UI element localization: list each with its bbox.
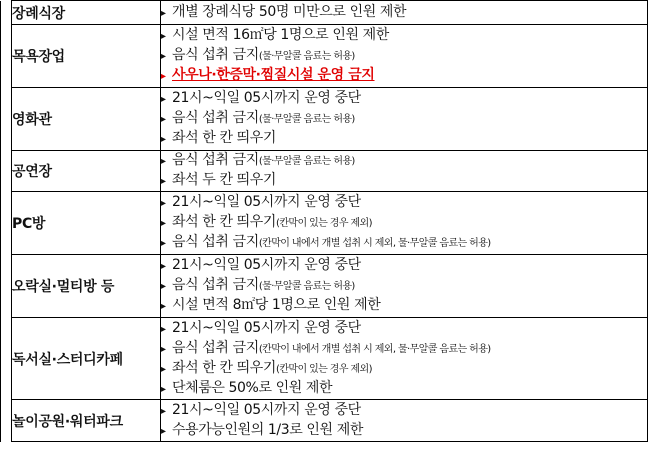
rule-line [161, 296, 647, 316]
rule-line [161, 3, 647, 23]
gutter-cell [1, 88, 12, 151]
bullet-icon: ▸ [161, 94, 166, 105]
bullet-icon: ▸ [161, 71, 166, 82]
rule-text: 21시~익일 05시까지 운영 중단 [172, 401, 361, 418]
bullet-icon: ▸ [161, 363, 166, 375]
rule-text: 단체룸은 50%로 인원 제한 [172, 379, 333, 396]
gutter-cell [1, 400, 12, 442]
bullet-icon: ▸ [161, 425, 166, 437]
category-cell [12, 400, 161, 442]
bullet-icon: ▸ [161, 405, 166, 417]
details-cell [161, 318, 648, 400]
bullet-icon: ▸ [161, 176, 166, 187]
rule-text: 개별 장례식당 50명 미만으로 인원 제한 [172, 3, 407, 20]
rule-line [161, 89, 647, 109]
rule-text: 음식 섭취 금지 [172, 339, 259, 356]
gutter-cell [1, 192, 12, 255]
rule-line [161, 26, 647, 46]
rule-text: 수용가능인원의 1/3로 인원 제한 [172, 421, 363, 438]
gutter-cell [1, 318, 12, 400]
rule-text: 시설 면적 8㎡당 1명으로 인원 제한 [172, 297, 381, 313]
rule-line [161, 213, 647, 233]
bullet-icon: ▸ [161, 198, 166, 209]
rule-text: 시설 면적 16㎡당 1명으로 인원 제한 [172, 27, 389, 43]
rule-text: 음식 섭취 금지 [172, 47, 259, 63]
gutter-cell [1, 1, 12, 25]
table-row [1, 151, 648, 192]
gutter-cell [1, 151, 12, 192]
table-row [1, 88, 648, 151]
bullet-icon: ▸ [161, 218, 166, 229]
category-label: 공연장 [12, 164, 52, 180]
rule-line [161, 193, 647, 213]
category-cell [12, 255, 161, 318]
rule-text: 21시~익일 05시까지 운영 중단 [172, 319, 361, 336]
bullet-icon: ▸ [161, 301, 166, 312]
bullet-icon: ▸ [161, 383, 166, 395]
table-row [1, 1, 648, 25]
bullet-icon: ▸ [161, 31, 166, 42]
rule-line [161, 379, 647, 399]
details-cell [161, 255, 648, 318]
rule-note: (칸막이 내에서 개별 섭취 시 제외, 물·무알콜 음료는 허용) [258, 238, 491, 249]
rule-line [161, 151, 647, 171]
table-row [1, 318, 648, 400]
rule-note: (물·무알콜 음료는 허용) [258, 114, 355, 125]
bullet-icon: ▸ [161, 261, 166, 272]
category-label: 독서실·스터디카페 [12, 351, 123, 368]
bullet-icon: ▸ [161, 156, 166, 167]
rule-note: (물·무알콜 음료는 허용) [258, 156, 355, 167]
rule-text: 21시~익일 05시까지 운영 중단 [172, 90, 361, 106]
table-row [1, 255, 648, 318]
rule-text: 좌석 두 칸 띄우기 [172, 172, 277, 188]
rule-note: (물·무알콜 음료는 허용) [258, 51, 355, 62]
table-row [1, 400, 648, 442]
bullet-icon: ▸ [161, 134, 166, 145]
rule-text: 21시~익일 05시까지 운영 중단 [172, 194, 361, 210]
rule-line [161, 233, 647, 253]
bullet-icon: ▸ [161, 7, 166, 19]
details-cell [161, 151, 648, 192]
bullet-icon: ▸ [161, 281, 166, 292]
rule-line [161, 339, 647, 359]
category-label: 놀이공원·워터파크 [12, 413, 123, 430]
rule-line [161, 109, 647, 129]
bullet-icon: ▸ [161, 343, 166, 355]
details-cell [161, 1, 648, 25]
rule-note: (물·무알콜 음료는 허용) [258, 281, 355, 292]
rule-line [161, 46, 647, 66]
bullet-icon: ▸ [161, 323, 166, 335]
gutter-cell [1, 25, 12, 88]
gutter-cell [1, 255, 12, 318]
rule-note: (칸막이 있는 경우 제외) [276, 218, 372, 229]
category-cell [12, 88, 161, 151]
bullet-icon: ▸ [161, 114, 166, 125]
table-row [1, 25, 648, 88]
details-cell [161, 88, 648, 151]
category-cell [12, 151, 161, 192]
table-body [1, 1, 648, 442]
category-label: 장례식장 [12, 5, 65, 22]
rule-text: 좌석 한 칸 띄우기 [172, 130, 277, 146]
rule-note: (칸막이 내에서 개별 섭취 시 제외, 물·무알콜 음료는 허용) [258, 343, 491, 355]
bullet-icon: ▸ [161, 238, 166, 249]
rule-note: (칸막이 있는 경우 제외) [276, 363, 372, 375]
category-label: 영화관 [12, 112, 52, 128]
rule-text: 21시~익일 05시까지 운영 중단 [172, 257, 361, 273]
rule-text: 사우나·한증막·찜질시설 운영 금지 [172, 67, 375, 83]
category-label: PC방 [12, 216, 46, 232]
category-cell [12, 318, 161, 400]
rule-text: 음식 섭취 금지 [172, 152, 259, 168]
rule-text: 음식 섭취 금지 [172, 277, 259, 293]
bullet-icon: ▸ [161, 51, 166, 62]
highlighted-rule-line [161, 66, 647, 86]
rule-line [161, 171, 647, 191]
details-cell [161, 25, 648, 88]
rule-text: 음식 섭취 금지 [172, 110, 259, 126]
rule-line [161, 256, 647, 276]
rule-line [161, 276, 647, 296]
rule-line [161, 421, 647, 441]
rule-text: 음식 섭취 금지 [172, 234, 259, 250]
category-label: 오락실·멀티방 등 [12, 279, 115, 295]
table-row [1, 192, 648, 255]
rule-line [161, 129, 647, 149]
category-cell [12, 192, 161, 255]
rule-line [161, 401, 647, 421]
rule-line [161, 359, 647, 379]
rule-text: 좌석 한 칸 띄우기 [172, 214, 277, 230]
category-cell [12, 25, 161, 88]
category-cell [12, 1, 161, 25]
rule-text: 좌석 한 칸 띄우기 [172, 359, 277, 376]
details-cell [161, 192, 648, 255]
category-label: 목욕장업 [12, 49, 65, 65]
details-cell [161, 400, 648, 442]
rule-line [161, 319, 647, 339]
